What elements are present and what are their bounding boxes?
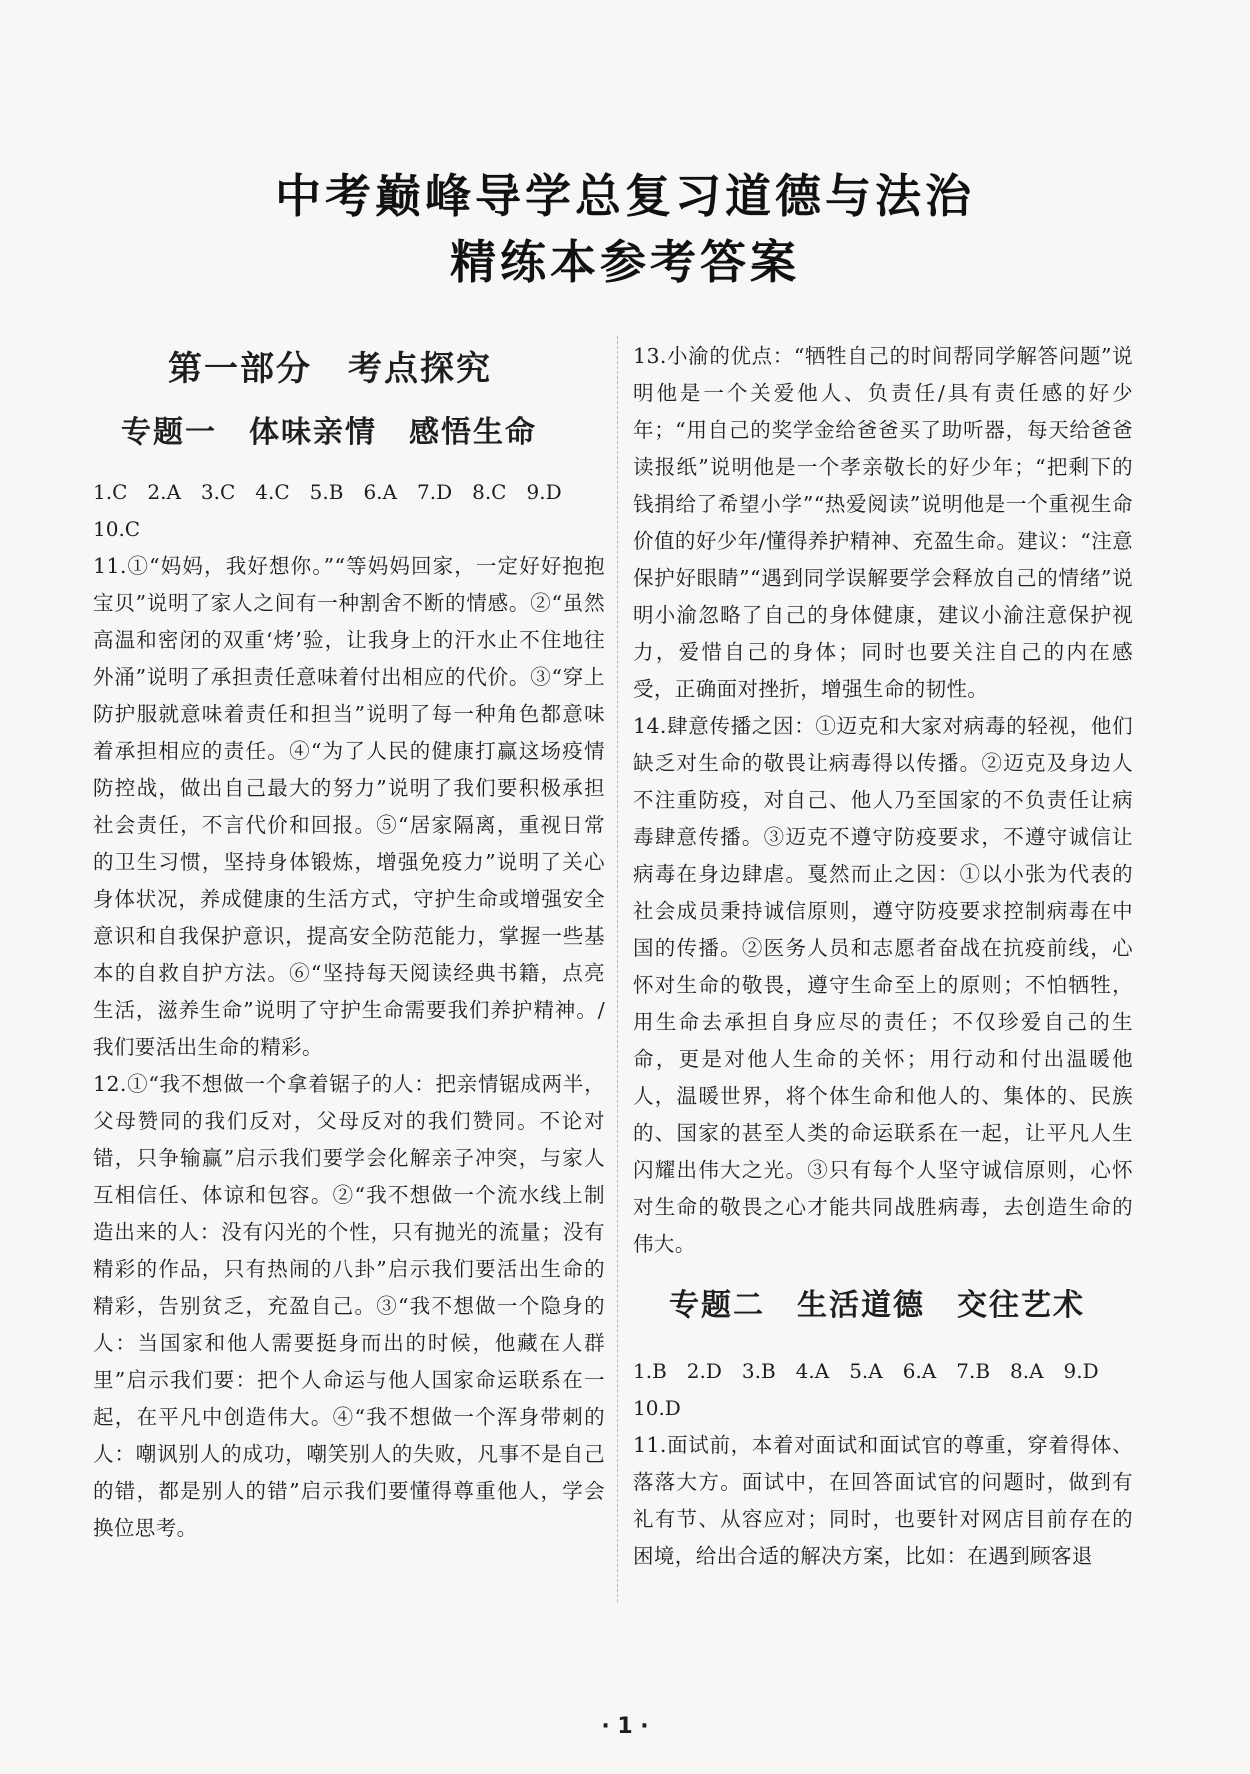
topic2-choice-answers: 1.B 2.D 3.B 4.A 5.A 6.A 7.B 8.A 9.D 10.D (633, 1359, 1119, 1420)
column-divider (617, 336, 618, 1602)
topic1-q12-answer: 12.①“我不想做一个拿着锯子的人：把亲情锯成两半，父母赞同的我们反对，父母反对的我们赞同。不论对错，只争输赢”启示我们要学会化解亲子冲突，与家人互相信任、体谅和包容。②“我不想做一个流水线上制造出来的人：没有闪光的个性，只有抛光的流量；没有精彩的作品，只有热闹的八卦”启示我们要活出生命的精彩，告别贫乏，充盈自己。③“我不想做一个隐身的人：当国家和他人需要挺身而出的时候，他藏在人群里”启示我们要：把个人命运与他人国家命运联系在一起，在平凡中创造伟大。④“我不想做一个浑身带刺的人：嘲讽别人的成功，嘲笑别人的失败，凡事不是自己的错，都是别人的错”启示我们要懂得尊重他人，学会换位思考。 (93, 1072, 605, 1540)
topic2-q11-answer: 11.面试前，本着对面试和面试官的尊重，穿着得体、落落大方。面试中，在回答面试官的问题时，做到有礼有节、从容应对；同时，也要针对网店目前存在的困境，给出合适的解决方案，比如：在遇到顾客退 (633, 1433, 1133, 1568)
right-column (633, 338, 1133, 1575)
part-heading: 第一部分 考点探究 (168, 349, 492, 389)
topic1-heading: 专题一 体味亲情 感悟生命 (121, 415, 537, 450)
page-number: · 1 · (601, 1714, 649, 1739)
document-title-line1: 中考巅峰导学总复习道德与法治 (275, 169, 975, 223)
left-column (93, 338, 605, 1547)
topic1-q11-answer: 11.①“妈妈，我好想你。”“等妈妈回家，一定好好抱抱宝贝”说明了家人之间有一种割舍不断的情感。②“虽然高温和密闭的双重‘烤’验，让我身上的汗水止不住地往外涌”说明了承担责任意味着付出相应的代价。③“穿上防护服就意味着责任和担当”说明了每一种角色都意味着承担相应的责任。④“为了人民的健康打赢这场疫情防控战，做出自己最大的努力”说明了我们要积极承担社会责任，不言代价和回报。⑤“居家隔离，重视日常的卫生习惯，坚持身体锻炼，增强免疫力”说明了关心身体状况，养成健康的生活方式，守护生命或增强安全意识和自我保护意识，提高安全防范能力，掌握一些基本的自救自护方法。⑥“坚持每天阅读经典书籍，点亮生活，滋养生命”说明了守护生命需要我们养护精神。/我们要活出生命的精彩。 (93, 554, 605, 1059)
document-title-line2: 精练本参考答案 (450, 235, 800, 289)
topic1-q13-answer: 13.小渝的优点：“牺牲自己的时间帮同学解答问题”说明他是一个关爱他人、负责任/具有责任感的好少年；“用自己的奖学金给爸爸买了助听器，每天给爸爸读报纸”说明他是一个孝亲敬长的好少年；“把剩下的钱捐给了希望小学”“热爱阅读”说明他是一个重视生命价值的好少年/懂得养护精神、充盈生命。建议：“注意保护好眼睛”“遇到同学误解要学会释放自己的情绪”说明小渝忽略了自己的身体健康，建议小渝注意保护视力，爱惜自己的身体；同时也要关注自己的内在感受，正确面对挫折，增强生命的韧性。 (633, 344, 1133, 701)
topic2-heading: 专题二 生活道德 交往艺术 (669, 1288, 1085, 1323)
topic1-choice-answers: 1.C 2.A 3.C 4.C 5.B 6.A 7.D 8.C 9.D 10.C (93, 480, 582, 541)
topic1-q14-answer: 14.肆意传播之因：①迈克和大家对病毒的轻视，他们缺乏对生命的敬畏让病毒得以传播。②迈克及身边人不注重防疫，对自己、他人乃至国家的不负责任让病毒肆意传播。③迈克不遵守防疫要求，不遵守诚信让病毒在身边肆虐。戛然而止之因：①以小张为代表的社会成员秉持诚信原则，遵守防疫要求控制病毒在中国的传播。②医务人员和志愿者奋战在抗疫前线，心怀对生命的敬畏，遵守生命至上的原则；不怕牺牲，用生命去承担自身应尽的责任；不仅珍爱自己的生命，更是对他人生命的关怀；用行动和付出温暖他人，温暖世界，将个体生命和他人的、集体的、民族的、国家的甚至人类的命运联系在一起，让平凡人生闪耀出伟大之光。③只有每个人坚守诚信原则，心怀对生命的敬畏之心才能共同战胜病毒，去创造生命的伟大。 (633, 714, 1133, 1256)
